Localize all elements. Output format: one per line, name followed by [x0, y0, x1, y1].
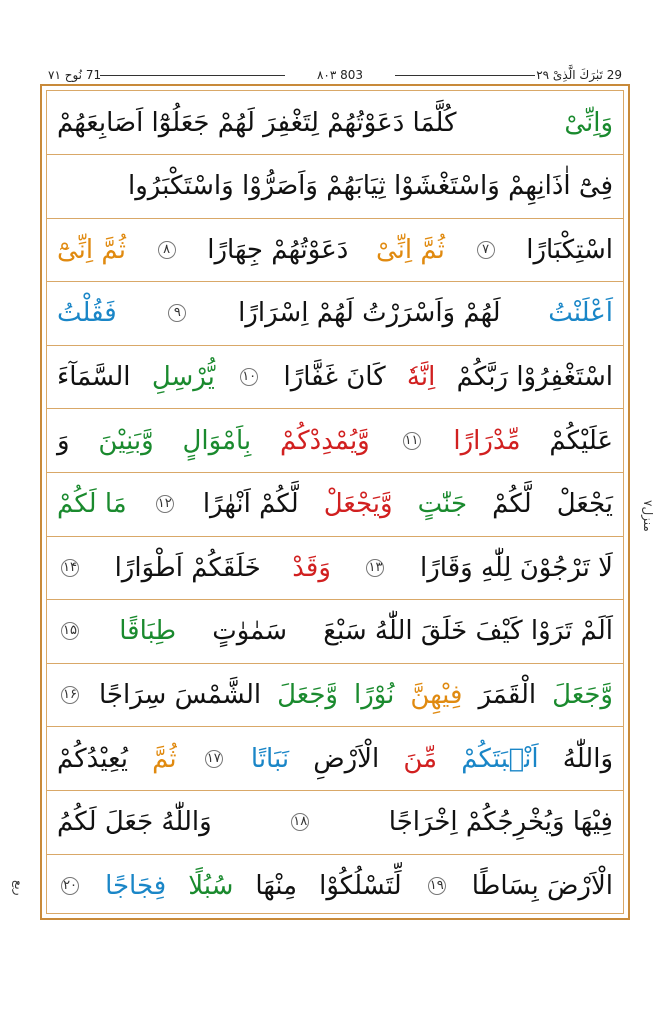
ayah-number-marker: ۲۰	[61, 877, 79, 895]
verse-text: اَعْلَنْتُ	[548, 298, 613, 329]
verse-text: عَلَيْكُمْ	[549, 425, 613, 456]
ayah-number-marker: ۱۶	[61, 686, 79, 704]
verse-text: فِجَاجًا	[105, 871, 167, 902]
verse-text: وَّيَجْعَلْ	[323, 489, 393, 520]
ayah-number-marker: ۱۱	[403, 432, 421, 450]
verse-text: وَقَدْ	[292, 552, 331, 583]
verse-text: سَمٰوٰتٍ	[212, 616, 287, 647]
verse-text: بِاَمْوَالٍ	[182, 425, 252, 456]
verse-text: فَقُلْتُ	[57, 298, 117, 329]
page-number: ۸۰۳ 803	[316, 68, 364, 82]
verse-text: ثُمَّ	[152, 743, 177, 774]
page-header	[40, 66, 630, 84]
ayah-number-marker: ۱۷	[205, 750, 223, 768]
verse-line-6	[47, 409, 623, 473]
para-name: 29 تَبٰرَكَ الَّذِىْ ۲۹	[536, 68, 622, 82]
verse-text: وَ	[57, 425, 70, 456]
verse-text: فِىْٓ اٰذَانِهِمْ وَاسْتَغْشَوْا ثِيَابَهُمْ وَاَصَرُّوْا وَاسْتَكْبَرُوا	[127, 171, 613, 202]
verse-text: طِبَاقًا	[119, 616, 177, 647]
verse-text: وَّبَنِيْنَ	[98, 425, 154, 456]
verse-text: لِّتَسْلُكُوْا	[319, 871, 402, 902]
ayah-number-marker: ۱۴	[61, 559, 79, 577]
verse-line-2	[47, 155, 623, 219]
surah-name: 71 نُوح ۷۱	[48, 68, 102, 82]
verse-text: يَجْعَلْ	[556, 489, 613, 520]
verse-text: وَّيُمْدِدْكُمْ	[280, 425, 370, 456]
verse-text: فِيْهِنَّ	[410, 679, 463, 710]
verse-text: مِّنَ	[403, 743, 438, 774]
verse-line-12	[47, 791, 623, 855]
verse-text: لَّكُمْ	[492, 489, 532, 520]
verse-text: اَلَمْ تَرَوْا كَيْفَ خَلَقَ اللّٰهُ سَبْعَ	[323, 616, 613, 647]
verse-text: ثُمَّ اِنِّىْٓ	[57, 234, 126, 265]
verse-text: سُبُلًا	[188, 871, 234, 902]
verse-text: دَعَوْتُهُمْ جِهَارًا	[207, 234, 349, 265]
ayah-number-marker: ۷	[477, 241, 495, 259]
ayah-number-marker: ۱۳	[366, 559, 384, 577]
verse-line-11	[47, 727, 623, 791]
text-area	[46, 90, 624, 914]
verse-text: خَلَقَكُمْ اَطْوَارًا	[114, 552, 261, 583]
verse-text: وَّجَعَلَ	[277, 679, 338, 710]
verse-line-1	[47, 91, 623, 155]
verse-text: الْاَرْضَ بِسَاطًا	[471, 871, 613, 902]
ayah-number-marker: ۹	[168, 304, 186, 322]
ayah-number-marker: ۱۲	[156, 495, 174, 513]
verse-text: كُلَّمَا دَعَوْتُهُمْ لِتَغْفِرَ لَهُمْ جَعَلُوْٓا اَصَابِعَهُمْ	[57, 107, 457, 138]
verse-line-7	[47, 473, 623, 537]
verse-text: وَاللّٰهُ جَعَلَ لَكُمُ	[57, 807, 212, 838]
ayah-number-marker: ۱۹	[428, 877, 446, 895]
verse-text: مِنْهَا	[255, 871, 298, 902]
verse-line-4	[47, 282, 623, 346]
verse-text: السَّمَآءَ	[57, 361, 131, 392]
verse-text: مِّدْرَارًا	[453, 425, 521, 456]
verse-text: ثُمَّ اِنِّىْ	[375, 234, 445, 265]
verse-text: الْاَرْضِ	[313, 743, 380, 774]
verse-line-13	[47, 854, 623, 918]
verse-line-10	[47, 663, 623, 727]
verse-text: نُوْرًا	[353, 679, 395, 710]
verse-text: لَا تَرْجُوْنَ لِلّٰهِ وَقَارًا	[420, 552, 613, 583]
manzil-marker: منزل۷	[641, 500, 655, 532]
verse-text: لَهُمْ وَاَسْرَرْتُ لَهُمْ اِسْرَارًا	[238, 298, 501, 329]
verse-line-8	[47, 536, 623, 600]
verse-text: لَّكُمْ اَنْهٰرًا	[202, 489, 299, 520]
verse-text: وَاللّٰهُ	[562, 743, 613, 774]
verse-text: كَانَ غَفَّارًا	[283, 361, 386, 392]
verse-text: وَاِنِّىْ	[564, 107, 613, 138]
verse-text: نَبَاتًا	[250, 743, 290, 774]
verse-text: اسْتِكْبَارًا	[526, 234, 613, 265]
verse-text: الشَّمْسَ سِرَاجًا	[98, 679, 262, 710]
verse-line-9	[47, 600, 623, 664]
verse-text: اَنْۢبَتَكُمْ	[461, 743, 539, 774]
verse-text: مَا لَكُمْ	[57, 489, 127, 520]
ayah-number-marker: ۱۰	[240, 368, 258, 386]
verse-text: وَّجَعَلَ	[552, 679, 613, 710]
header-rule-right	[395, 75, 535, 76]
page-frame	[40, 84, 630, 920]
verse-text: جَنّٰتٍ	[417, 489, 468, 520]
verse-text: الْقَمَرَ	[478, 679, 537, 710]
ruku-marker: ربع	[12, 880, 26, 896]
ayah-number-marker: ۱۸	[291, 813, 309, 831]
verse-text: يُّرْسِلِ	[151, 361, 215, 392]
verse-line-3	[47, 218, 623, 282]
verse-line-5	[47, 345, 623, 409]
verse-text: فِيْهَا وَيُخْرِجُكُمْ اِخْرَاجًا	[388, 807, 613, 838]
verse-text: اسْتَغْفِرُوْا رَبَّكُمْ	[456, 361, 613, 392]
verse-text: يُعِيْدُكُمْ	[57, 743, 128, 774]
verse-text: اِنَّهٗ	[406, 361, 436, 392]
header-rule-left	[100, 75, 285, 76]
ayah-number-marker: ۱۵	[61, 622, 79, 640]
ayah-number-marker: ۸	[158, 241, 176, 259]
